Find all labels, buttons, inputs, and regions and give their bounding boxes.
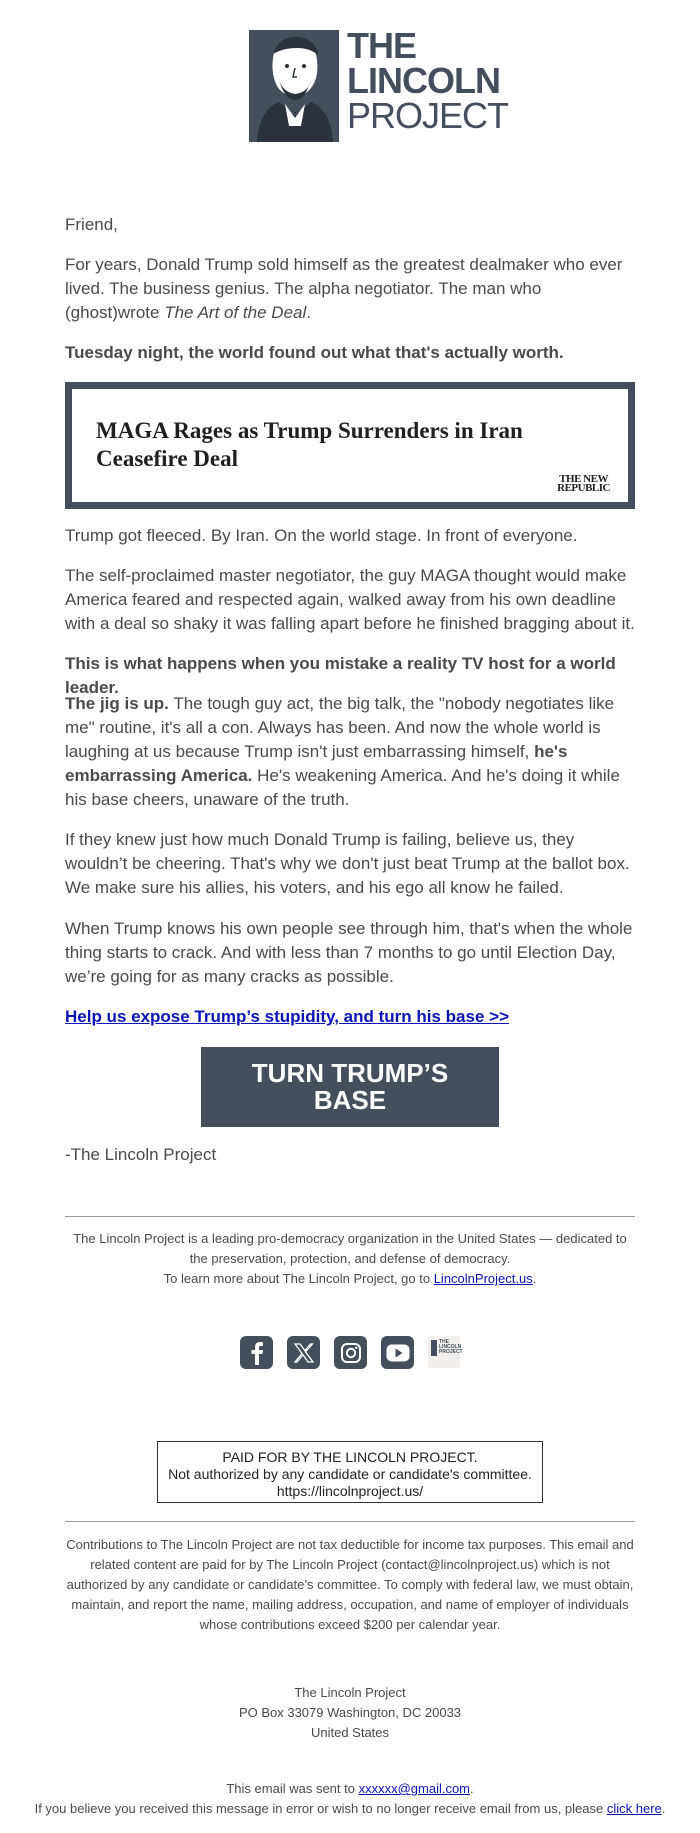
facebook-icon[interactable] xyxy=(240,1336,273,1369)
paragraph-tuesday: Tuesday night, the world found out what that's actually worth. xyxy=(65,343,564,362)
signature: -The Lincoln Project xyxy=(65,1145,217,1164)
logo-wordmark: THE LINCOLN PROJECT xyxy=(347,25,509,136)
mailing-address: The Lincoln Project PO Box 33079 Washington, DC 20033 United States xyxy=(238,1685,462,1740)
social-icons-row xyxy=(0,1336,700,1372)
lincolnproject-link[interactable]: LincolnProject.us xyxy=(433,1271,533,1286)
unsubscribe-link[interactable]: click here xyxy=(606,1801,662,1816)
paragraph-crack: When Trump knows his own people see through him, that's when the whole thing starts to crack. And with less than 7 months to go until Election Day, we’re going for as many cracks as possible. xyxy=(65,919,633,986)
lincoln-portrait-icon xyxy=(249,30,339,142)
contributions-disclaimer: Contributions to The Lincoln Project are not tax deductible for income tax purposes. This email and related content are paid for by The Lincoln Project (contact@lincolnproject.us) which is not authorized by any candidate or candidate’s committee. To comply with federal law, we must obtain, maintain, and report the name, mailing address, occupation, and name of employer of individuals whose contributions exceed $200 per calendar year. xyxy=(66,1537,634,1632)
cta-link-row xyxy=(65,1005,635,1029)
new-republic-logo: THE NEW REPUBLIC xyxy=(557,473,610,494)
greeting: Friend, xyxy=(65,215,118,234)
youtube-icon[interactable] xyxy=(381,1336,414,1369)
about-text: The Lincoln Project is a leading pro-democracy organization in the United States — dedicated to the preservation, protection, and defense of democracy. To learn more about The Lincoln Project, go to LincolnProject.us. xyxy=(73,1231,627,1286)
instagram-icon[interactable] xyxy=(334,1336,367,1369)
divider-2 xyxy=(65,1521,635,1522)
divider xyxy=(65,1216,635,1217)
lincoln-project-icon[interactable]: THE LINCOLN PROJECT xyxy=(428,1336,460,1368)
cta-button-label: TURN TRUMP’S BASE xyxy=(251,1058,449,1115)
paragraph-fleeced: Trump got fleeced. By Iran. On the world stage. In front of everyone. xyxy=(65,526,578,545)
recipient-email-link[interactable]: xxxxxx@gmail.com xyxy=(358,1781,471,1796)
paragraph-jig-is-up: The jig is up. The tough guy act, the big talk, the "nobody negotiates like me" routine, it's all a con. Always has been. And now the whole world is laughing at us because Trump isn't just embarrassing himself, he's embarrassing America. He's weakening America. And he's doing it while his base cheers, unaware of the truth. xyxy=(65,694,620,809)
turn-trumps-base-button[interactable] xyxy=(201,1047,499,1127)
cta-link[interactable]: Help us expose Trump’s stupidity, and turn his base >> xyxy=(65,1007,509,1026)
paragraph-negotiator: The self-proclaimed master negotiator, the guy MAGA thought would make America feared and respected again, walked away from his own deadline with a deal so shaky it was falling apart before he finished bragging about it. xyxy=(65,566,635,633)
paragraph-intro: For years, Donald Trump sold himself as the greatest dealmaker who ever lived. The business genius. The alpha negotiator. The man who (ghost)wrote The Art of the Deal. xyxy=(65,255,623,322)
news-headline-image[interactable] xyxy=(65,382,635,509)
headline-title: MAGA Rages as Trump Surrenders in Iran Ceasefire Deal xyxy=(96,418,523,471)
paragraph-failing: If they knew just how much Donald Trump is failing, believe us, they wouldn’t be cheering. That's why we don't just beat Trump at the ballot box. We make sure his allies, his voters, and his ego all know he failed. xyxy=(65,830,630,897)
paragraph-reality-tv: This is what happens when you mistake a reality TV host for a world leader. xyxy=(65,654,616,697)
email-footer: This email was sent to xxxxxx@gmail.com. If you believe you received this message in error or wish to no longer receive email from us, please click here. xyxy=(34,1781,666,1816)
paid-for-disclaimer: PAID FOR BY THE LINCOLN PROJECT. Not authorized by any candidate or candidate's committee. https://lincolnproject.us/ xyxy=(157,1441,543,1503)
x-icon[interactable] xyxy=(287,1336,320,1369)
lincoln-project-logo[interactable] xyxy=(249,25,509,144)
